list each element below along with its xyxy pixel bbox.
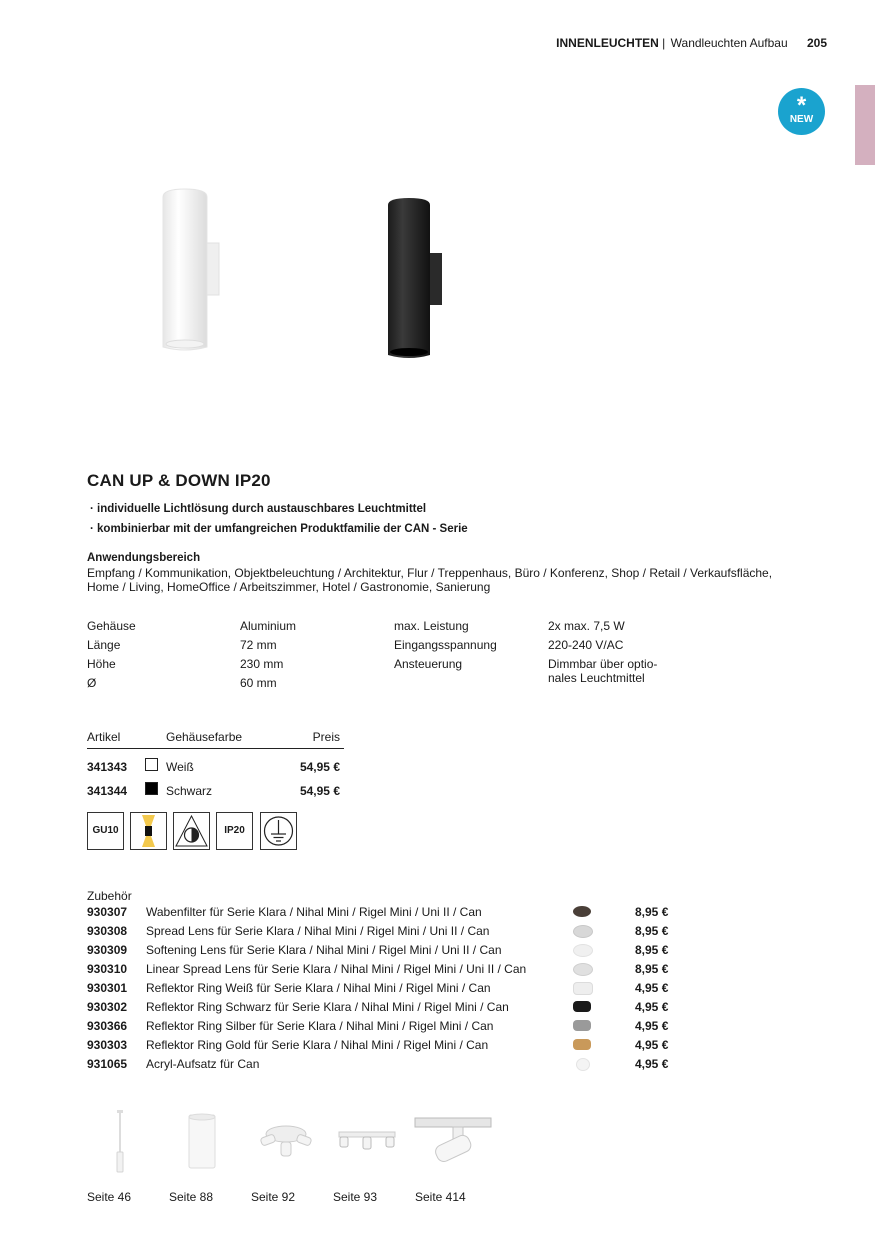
column-header-color: Gehäusefarbe (166, 730, 243, 744)
article-table-header (87, 730, 344, 749)
accessory-description: Reflektor Ring Schwarz für Serie Klara / Nihal Mini / Rigel Mini / Can (146, 1000, 509, 1014)
product-image-black (375, 195, 455, 365)
spec-value: 72 mm (240, 638, 277, 652)
accessory-code: 930308 (87, 924, 128, 938)
column-header-article: Artikel (87, 730, 121, 744)
spec-value: Dimmbar über optio- (548, 657, 658, 671)
accessory-code: 930303 (87, 1038, 128, 1052)
related-product-pendant-image (105, 1108, 135, 1174)
accessory-code: 930310 (87, 962, 128, 976)
related-product-triple-spot-image (256, 1120, 316, 1160)
article-color: Weiß (166, 760, 194, 774)
accessory-price: 4,95 € (635, 981, 669, 995)
article-code: 341343 (87, 760, 128, 774)
accessory-price: 8,95 € (635, 962, 669, 976)
accessory-thumbnail (576, 1058, 590, 1071)
spec-value: 2x max. 7,5 W (548, 619, 625, 633)
accessory-description: Spread Lens für Serie Klara / Nihal Mini / Rigel Mini / Uni II / Can (146, 924, 490, 938)
accessory-thumbnail (573, 1039, 591, 1050)
color-swatch-black (145, 782, 158, 795)
accessory-description: Reflektor Ring Gold für Serie Klara / Nihal Mini / Rigel Mini / Can (146, 1038, 489, 1052)
spec-value: 230 mm (240, 657, 284, 671)
accessory-price: 4,95 € (635, 1057, 669, 1071)
accessory-thumbnail (573, 925, 593, 938)
spec-label: Ansteuerung (394, 657, 463, 671)
accessory-thumbnail (573, 906, 591, 917)
article-code: 341344 (87, 784, 128, 798)
accessory-row (87, 1057, 677, 1076)
page-reference[interactable]: Seite 92 (251, 1190, 296, 1204)
accessory-description: Softening Lens für Serie Klara / Nihal Mini / Rigel Mini / Uni II / Can (146, 943, 502, 957)
accessory-row (87, 1019, 677, 1038)
accessory-price: 8,95 € (635, 924, 669, 938)
spec-label: Länge (87, 638, 121, 652)
article-row (87, 784, 344, 808)
chapter-tab (855, 85, 875, 165)
accessory-row (87, 924, 677, 943)
accessory-row (87, 981, 677, 1000)
spec-label: Eingangsspannung (394, 638, 497, 652)
accessory-description: Reflektor Ring Silber für Serie Klara / Nihal Mini / Rigel Mini / Can (146, 1019, 494, 1033)
page-number: 205 (806, 36, 827, 50)
article-color: Schwarz (166, 784, 213, 798)
accessories-heading: Zubehör (87, 889, 132, 903)
accessory-description: Wabenfilter für Serie Klara / Nihal Mini / Rigel Mini / Uni II / Can (146, 905, 482, 919)
page-reference[interactable]: Seite 46 (87, 1190, 132, 1204)
accessory-code: 930307 (87, 905, 128, 919)
article-table (87, 730, 344, 808)
accessory-row (87, 1038, 677, 1057)
color-swatch-white (145, 758, 158, 771)
accessory-code: 931065 (87, 1057, 128, 1071)
accessory-code: 930301 (87, 981, 128, 995)
accessory-code: 930309 (87, 943, 128, 957)
accessory-thumbnail (573, 963, 593, 976)
accessory-price: 4,95 € (635, 1038, 669, 1052)
accessory-code: 930302 (87, 1000, 128, 1014)
new-badge (778, 88, 825, 135)
product-image-white (150, 185, 230, 355)
page-reference[interactable]: Seite 88 (169, 1190, 214, 1204)
accessory-thumbnail (573, 982, 593, 995)
accessory-description: Acryl-Aufsatz für Can (146, 1057, 260, 1071)
article-price: 54,95 € (299, 760, 340, 774)
accessory-code: 930366 (87, 1019, 128, 1033)
subsection-title: Wandleuchten Aufbau (670, 36, 788, 50)
gu10-icon (87, 812, 124, 850)
spec-value: nales Leuchtmittel (548, 671, 645, 685)
related-product-bar-spot-image (336, 1126, 398, 1156)
spec-label: Ø (87, 676, 97, 690)
asterisk-icon: * (796, 92, 807, 119)
usage-text: Empfang / Kommunikation, Objektbeleuchtung / Architektur, Flur / Treppenhaus, Büro / Konferenz, Shop / Retail / Verkaufsfläche, Home / Living, HomeOffice / Arbeitszimmer, Hotel / Gastronomie, Sanierung (87, 566, 773, 594)
article-row (87, 760, 344, 784)
feature-bullet: · individuelle Lichtlösung durch austauschbares Leuchtmittel (90, 503, 427, 515)
dimmable-icon (173, 812, 210, 850)
accessory-price: 8,95 € (635, 905, 669, 919)
up-down-light-icon (130, 812, 167, 850)
usage-heading: Anwendungsbereich (87, 552, 201, 564)
product-title: CAN UP & DOWN IP20 (87, 471, 271, 490)
accessory-description: Reflektor Ring Weiß für Serie Klara / Nihal Mini / Rigel Mini / Can (146, 981, 491, 995)
ip20-icon (216, 812, 253, 850)
page-reference[interactable]: Seite 414 (415, 1190, 466, 1204)
accessory-thumbnail (573, 944, 593, 957)
section-title: INNENLEUCHTEN (556, 36, 659, 50)
spec-label: Höhe (87, 657, 116, 671)
new-badge-label: NEW (789, 114, 814, 125)
spec-label: Gehäuse (87, 619, 136, 633)
spec-value: Aluminium (240, 619, 297, 633)
accessory-thumbnail (573, 1001, 591, 1012)
spec-value: 60 mm (240, 676, 277, 690)
accessory-price: 8,95 € (635, 943, 669, 957)
page-header (556, 36, 827, 50)
accessory-thumbnail (573, 1020, 591, 1031)
accessory-row (87, 962, 677, 981)
accessory-description: Linear Spread Lens für Serie Klara / Nihal Mini / Rigel Mini / Uni II / Can (146, 962, 527, 976)
spec-label: max. Leistung (394, 619, 469, 633)
ip20-label: IP20 (224, 825, 245, 836)
feature-bullet: · kombinierbar mit der umfangreichen Produktfamilie der CAN - Serie (90, 523, 468, 535)
protection-class-icon (260, 812, 297, 850)
accessory-row (87, 905, 677, 924)
article-price: 54,95 € (299, 784, 340, 798)
gu10-label: GU10 (92, 825, 119, 836)
accessory-row (87, 1000, 677, 1019)
header-separator: | (662, 36, 666, 50)
column-header-price: Preis (312, 730, 340, 744)
related-product-track-spot-image (413, 1116, 493, 1172)
spec-value: 220-240 V/AC (548, 638, 624, 652)
accessory-price: 4,95 € (635, 1000, 669, 1014)
page-reference[interactable]: Seite 93 (333, 1190, 378, 1204)
accessory-row (87, 943, 677, 962)
accessory-price: 4,95 € (635, 1019, 669, 1033)
related-product-ceiling-image (182, 1112, 222, 1172)
